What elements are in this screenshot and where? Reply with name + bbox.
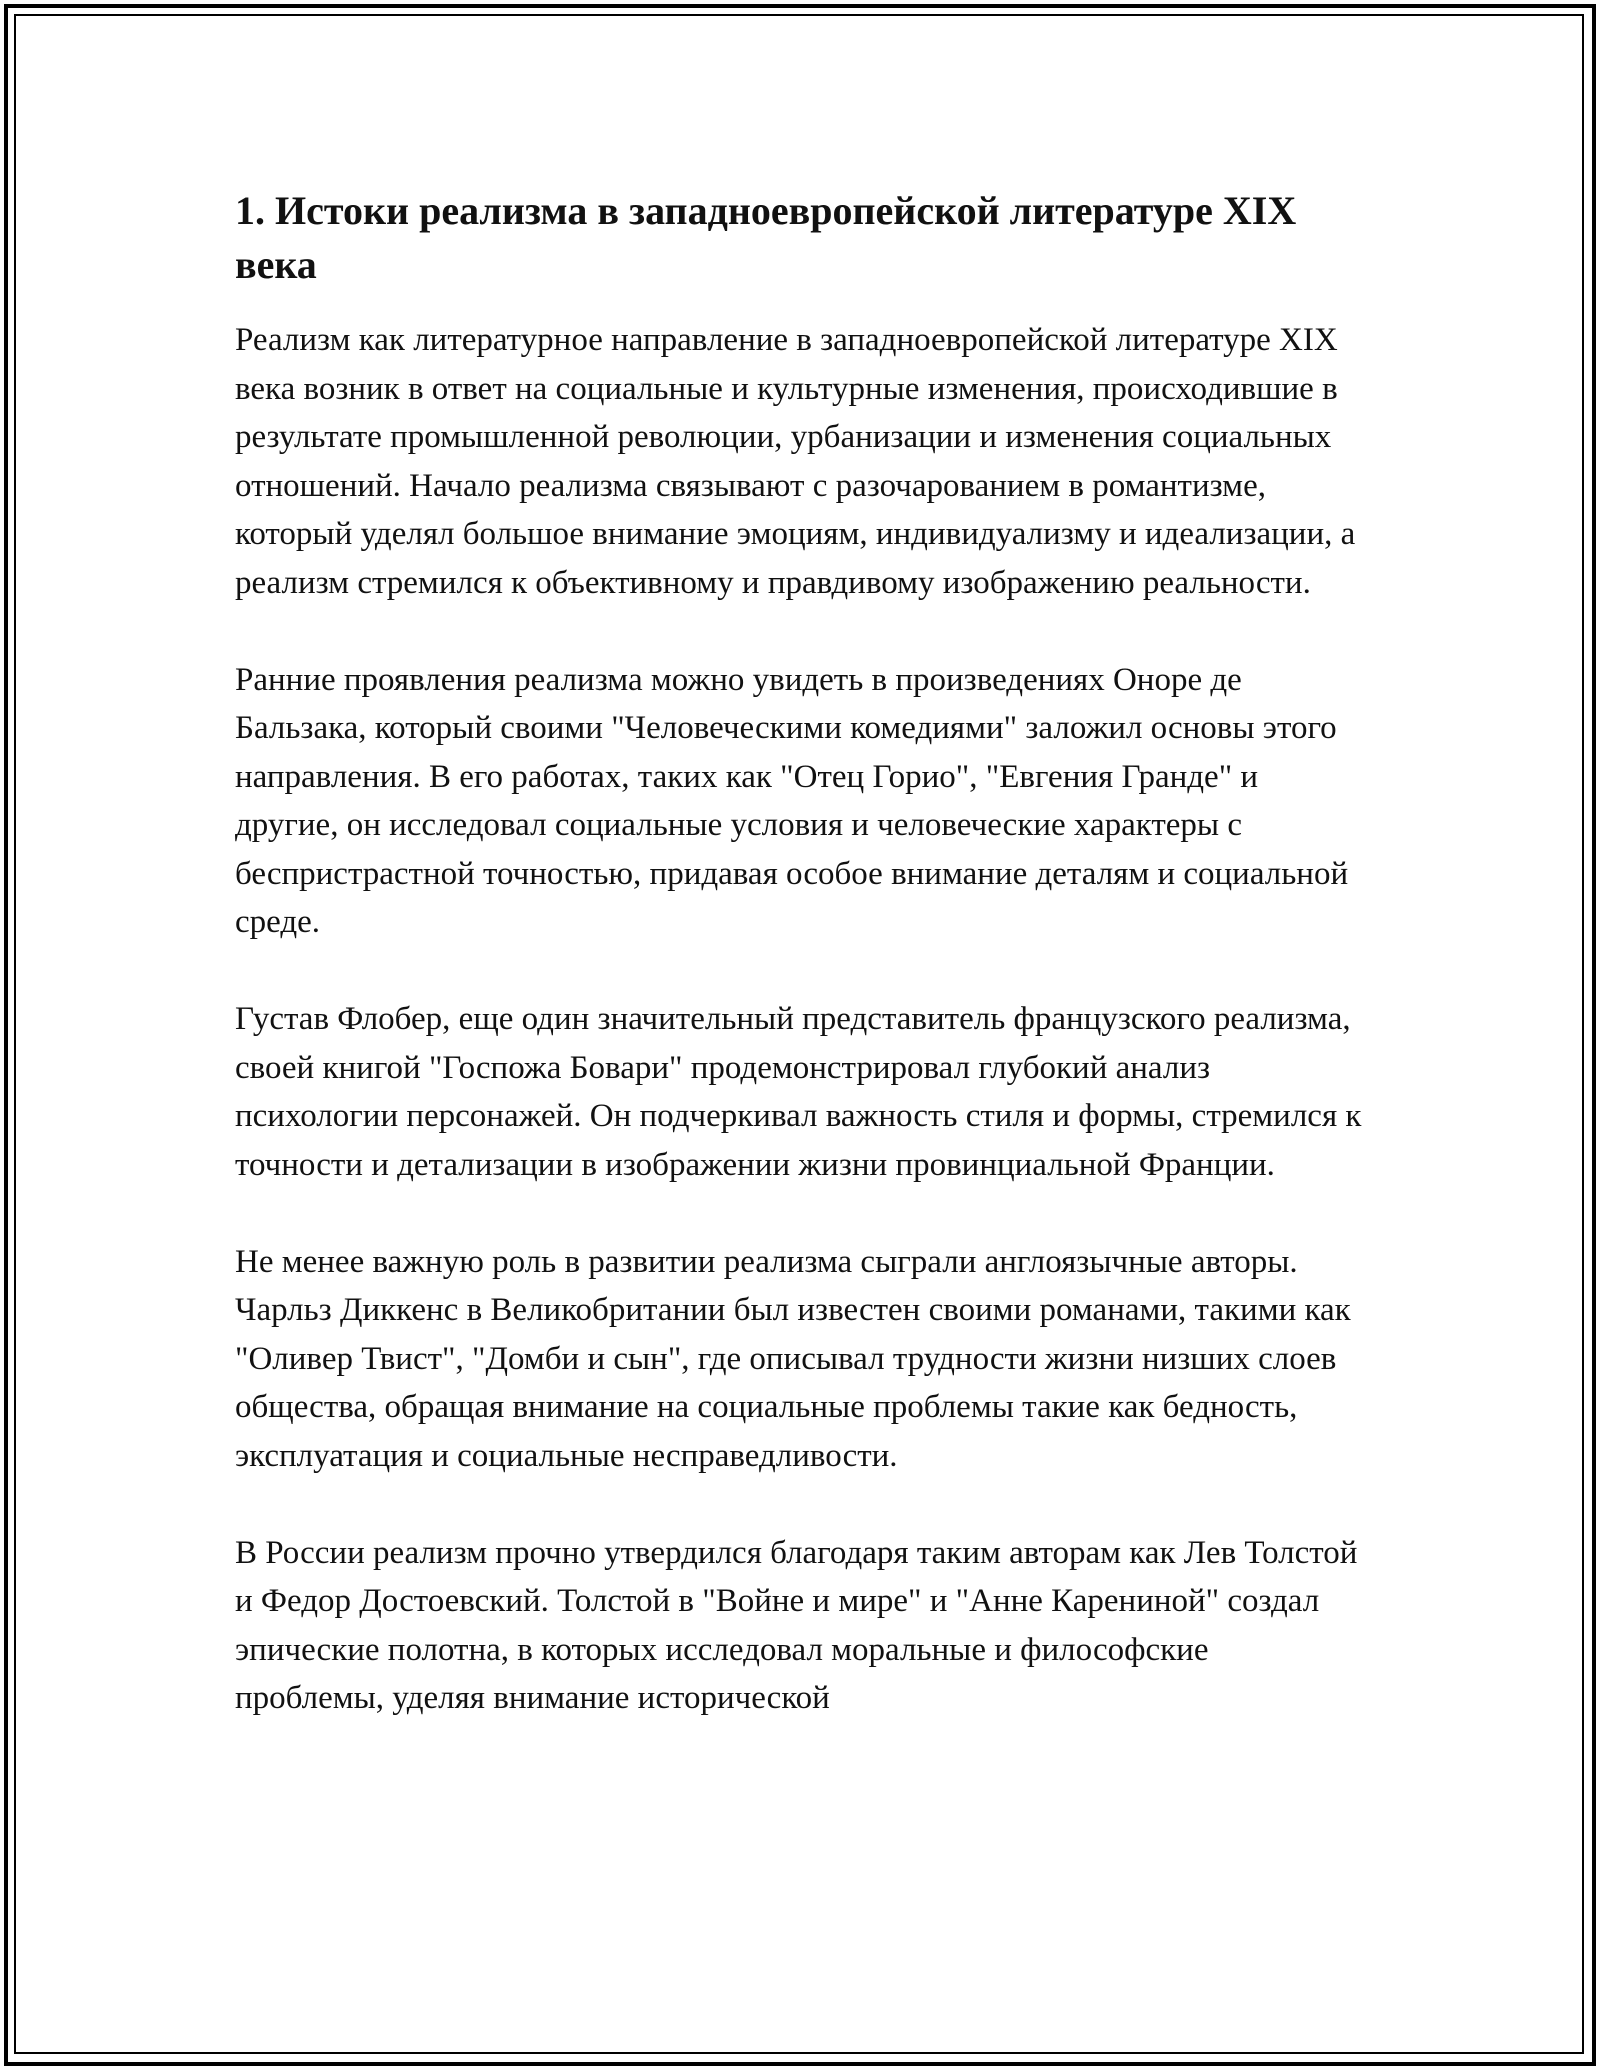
section-heading: 1. Истоки реализма в западноевропейской литературе XIX века — [235, 188, 1297, 287]
document-page — [235, 184, 1365, 1771]
paragraph-2: Ранние проявления реализма можно увидеть в произведениях Оноре де Бальзака, который своими "Человеческими комедиями" заложил основы этого направления. В его работах, таких как "Отец Горио", "Евгения Гранде" и другие, он исследовал социальные условия и человеческие характеры с беспристрастной точностью, придавая особое внимание деталям и социальной среде. — [235, 661, 1349, 940]
paragraph-5: В России реализм прочно утвердился благодаря таким авторам как Лев Толстой и Федор Достоевский. Толстой в "Войне и мире" и "Анне Карениной" создал эпические полотна, в которых исследовал моральные и философские проблемы, уделяя внимание исторической — [235, 1534, 1358, 1716]
paragraph-4: Не менее важную роль в развитии реализма сыграли англоязычные авторы. Чарльз Диккенс в Великобритании был известен своими романами, такими как "Оливер Твист", "Домби и сын", где описывал трудности жизни низших слоев общества, обращая внимание на социальные проблемы такие как бедность, эксплуатация и социальные несправедливости. — [235, 1243, 1351, 1474]
paragraph-1: Реализм как литературное направление в западноевропейской литературе XIX века возник в ответ на социальные и культурные изменения, происходившие в результате промышленной революции, урбанизации и изменения социальных отношений. Начало реализма связывают с разочарованием в романтизме, который уделял большое внимание эмоциям, индивидуализму и идеализации, а реализм стремился к объективному и правдивому изображению реальности. — [235, 322, 1356, 601]
paragraph-3: Густав Флобер, еще один значительный представитель французского реализма, своей книгой "Госпожа Бовари" продемонстрировал глубокий анализ психологии персонажей. Он подчеркивал важность стиля и формы, стремился к точности и детализации в изображении жизни провинциальной Франции. — [235, 1001, 1362, 1183]
